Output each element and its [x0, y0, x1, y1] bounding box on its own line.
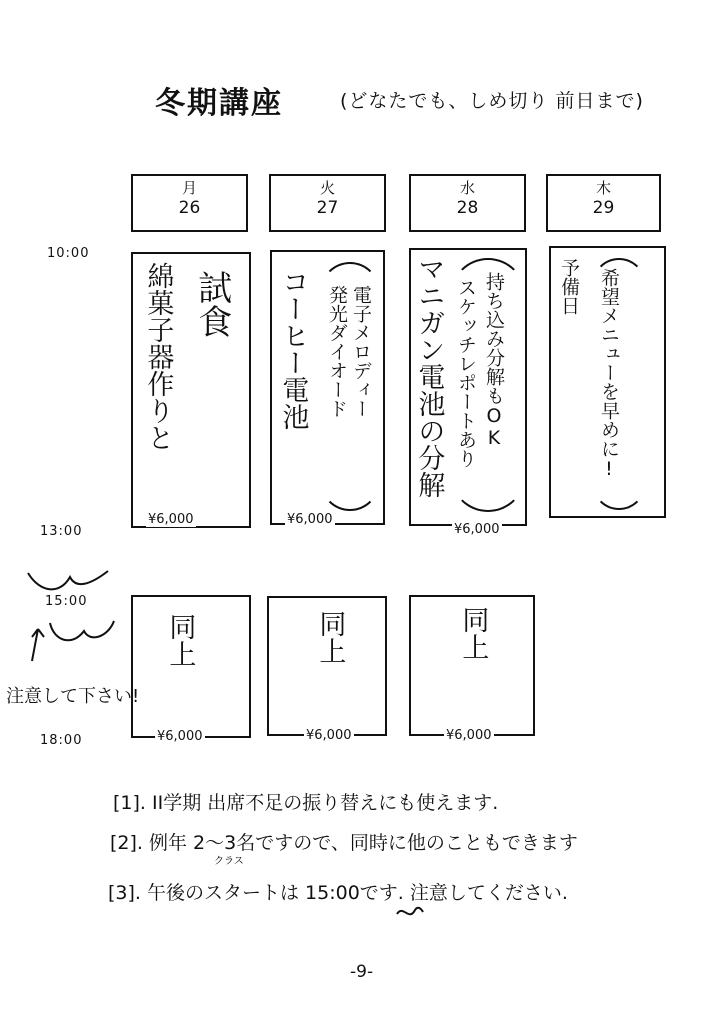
time-label: 10:00: [47, 246, 90, 261]
wed-sub: スケッチレポートあり: [454, 278, 477, 468]
same-as-above: 同上: [314, 610, 346, 664]
wed-sub2: 持ち込み分解もOK: [482, 272, 505, 449]
time-label: 15:00: [45, 594, 88, 609]
footnote-1: [1]. II学期 出席不足の振り替えにも使えます.: [113, 792, 499, 814]
price-mon-pm: ¥6,000: [157, 729, 203, 744]
margin-note: 注意して下さい!: [6, 686, 140, 707]
day-date: 29: [592, 198, 615, 218]
day-date: 28: [456, 198, 479, 218]
day-date: 27: [316, 198, 339, 218]
day-name: 水: [459, 179, 475, 197]
day-date: 26: [178, 198, 201, 218]
price-wed-am: ¥6,000: [454, 522, 500, 537]
squiggle-icon: [395, 902, 425, 922]
thu-main: 予備日: [557, 258, 580, 315]
mon-sub: 試食: [191, 270, 232, 338]
tue-sub2: 発光ダイオード: [325, 285, 348, 418]
price-tue-pm: ¥6,000: [306, 728, 352, 743]
footnote-insert: クラス: [214, 856, 244, 867]
page-title: 冬期講座: [155, 86, 283, 121]
day-name: 月: [181, 179, 197, 197]
mon-main: 綿菓子器作りと: [142, 262, 174, 451]
wed-main: マニガン電池の分解: [413, 255, 445, 498]
day-header-thu: [546, 174, 661, 232]
time-label: 13:00: [40, 524, 83, 539]
tue-main: コーヒー電池: [277, 268, 309, 430]
day-header-tue: [269, 174, 386, 232]
same-as-above: 同上: [457, 606, 489, 660]
footnote-2: [2]. 例年 2〜3名ですので、同時に他のこともできます: [110, 832, 578, 854]
day-name: 火: [319, 179, 335, 197]
footnote-3: [3]. 午後のスタートは 15:00です. 注意してください.: [108, 882, 568, 904]
price-mon-am: ¥6,000: [148, 512, 194, 527]
page-number: -9-: [350, 962, 374, 982]
attention-squiggle-icon: [10, 565, 120, 675]
price-tue-am: ¥6,000: [287, 512, 333, 527]
tue-sub: 電子メロディー: [349, 285, 372, 418]
title-note: (どなたでも、しめ切り 前日まで): [340, 90, 644, 112]
day-header-wed: [409, 174, 526, 232]
day-name: 木: [595, 179, 611, 197]
time-label: 18:00: [40, 733, 83, 748]
day-header-mon: [131, 174, 248, 232]
same-as-above: 同上: [164, 613, 196, 667]
price-wed-pm: ¥6,000: [446, 728, 492, 743]
thu-sub: 希望メニューを早めに!: [597, 268, 620, 480]
